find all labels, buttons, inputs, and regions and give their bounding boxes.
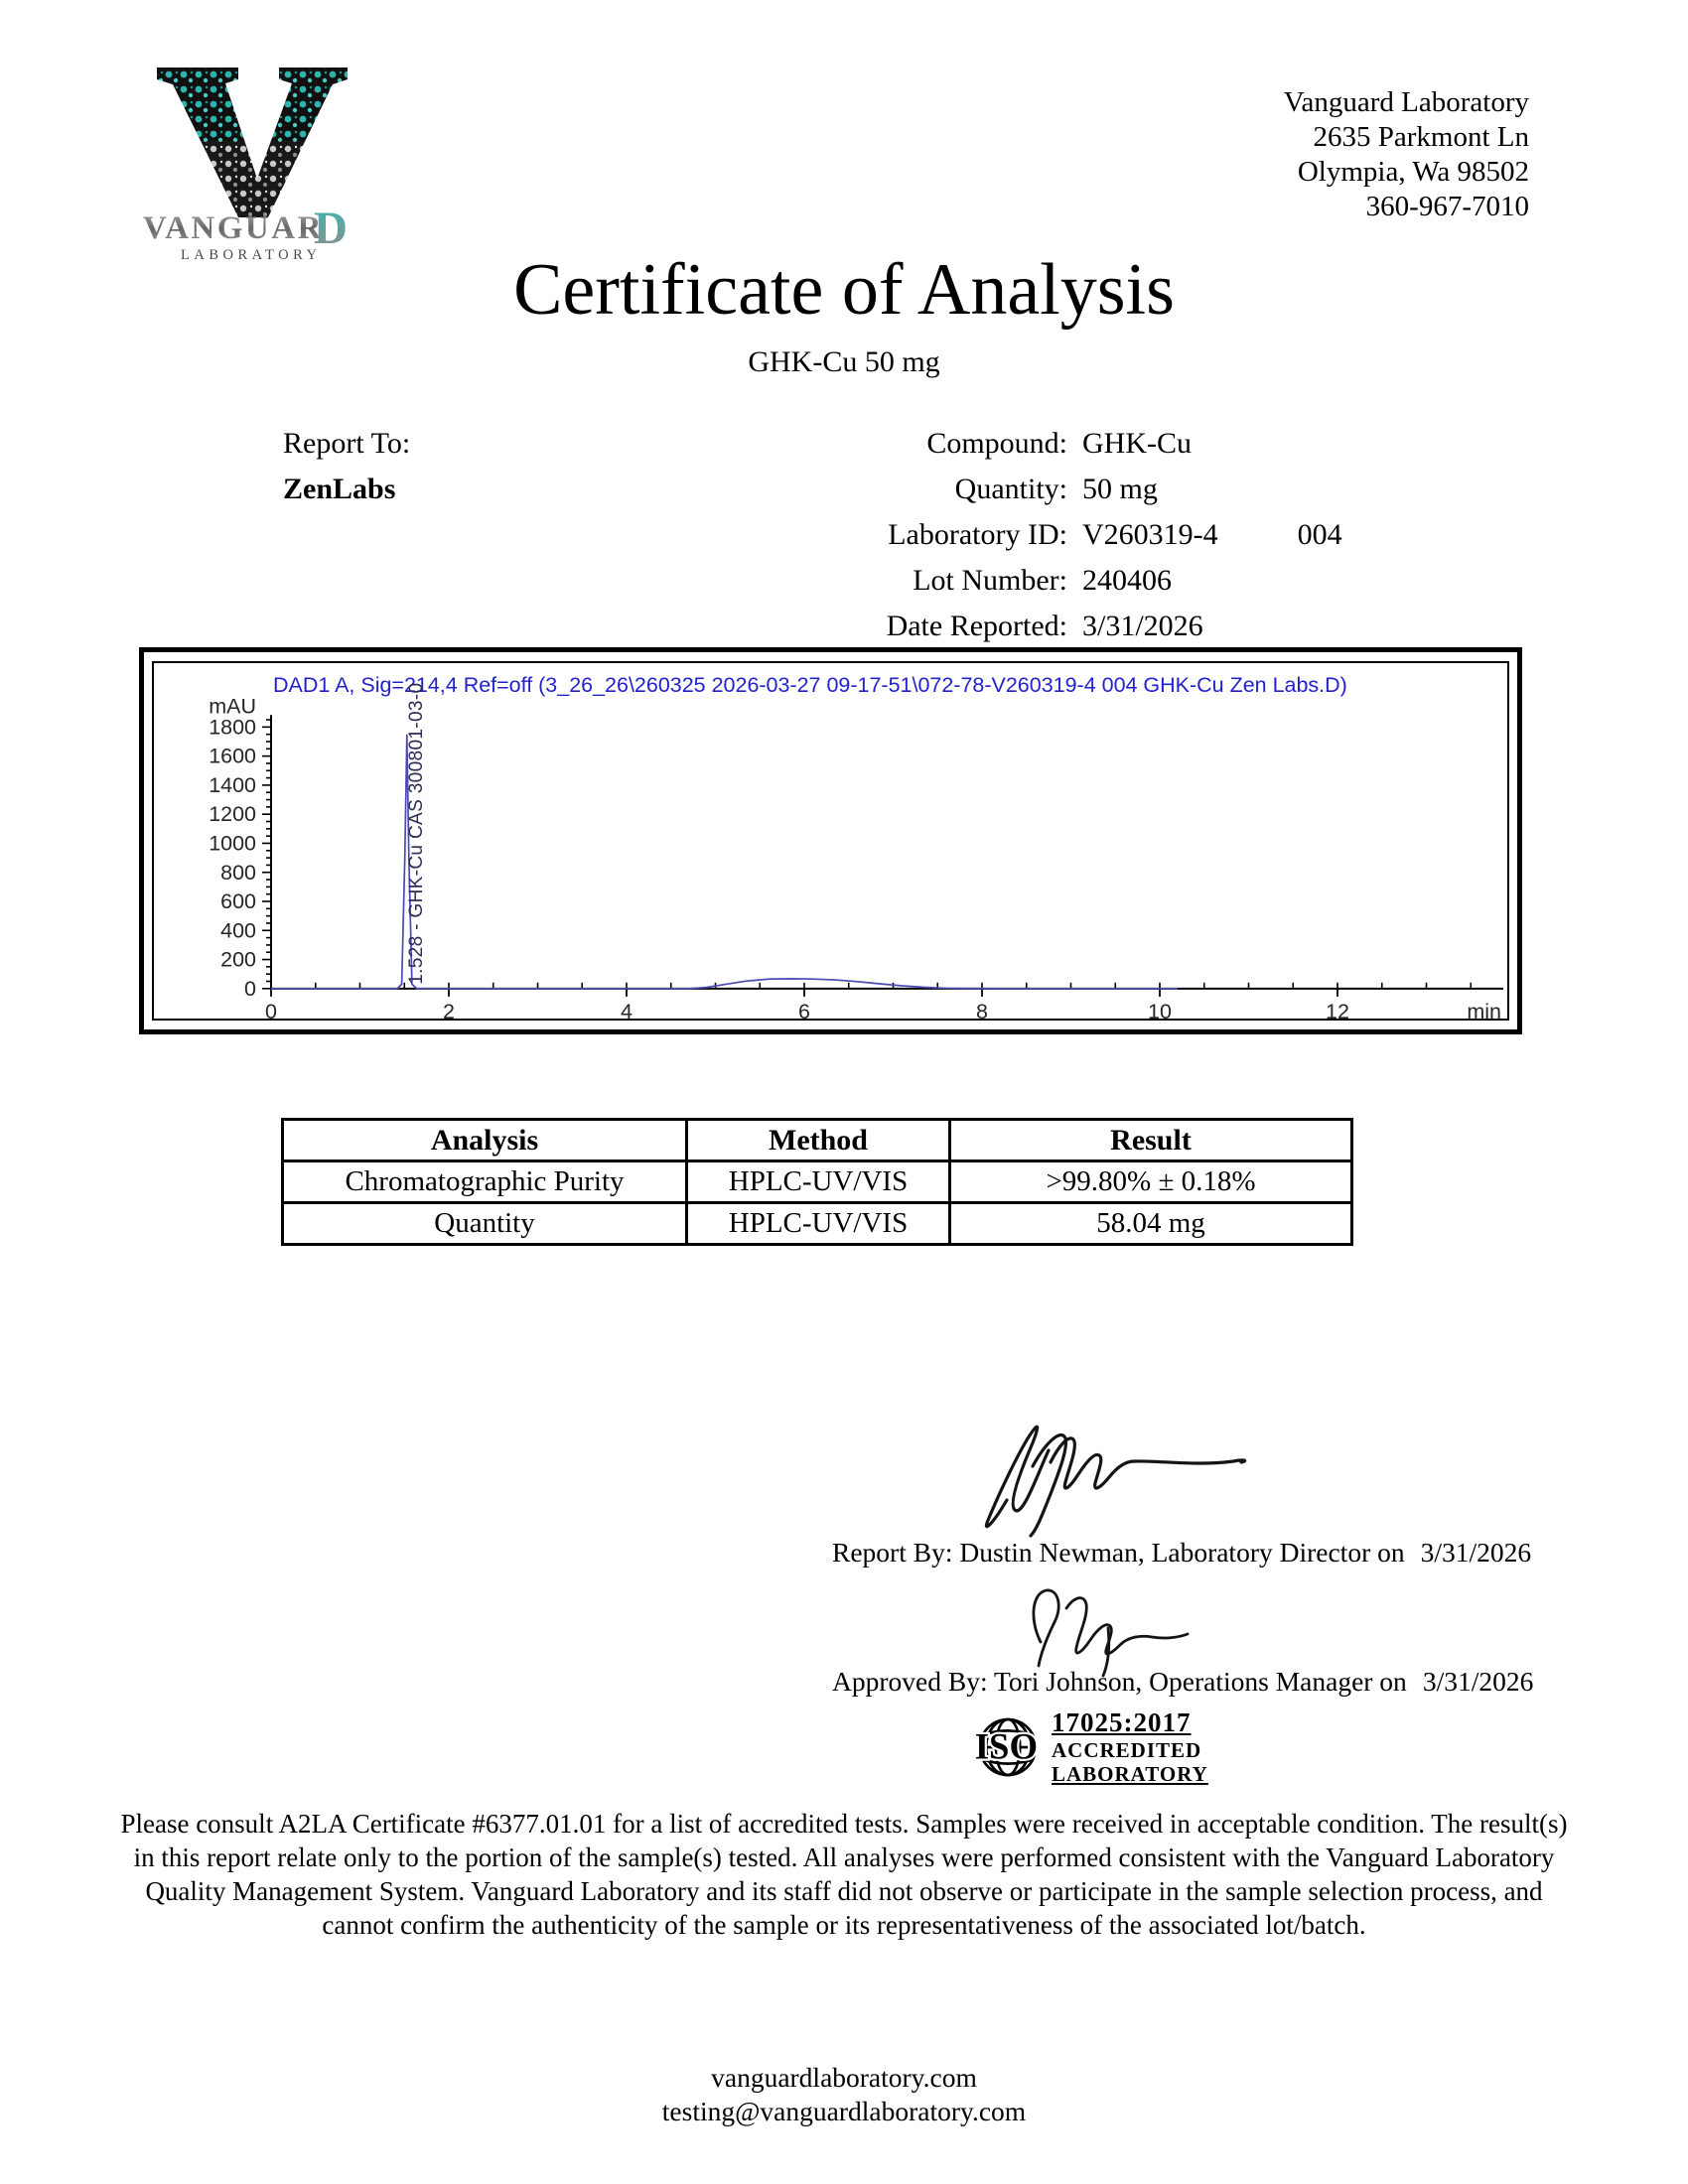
- iso-laboratory: LABORATORY: [1052, 1762, 1208, 1786]
- svg-text:mAU: mAU: [209, 693, 256, 719]
- col-header-result: Result: [950, 1120, 1352, 1161]
- cell-result: 58.04 mg: [950, 1203, 1352, 1245]
- svg-text:1600: 1600: [209, 743, 256, 768]
- info-row-date-reported: [616, 604, 1342, 649]
- report-to-name: ZenLabs: [283, 473, 396, 505]
- svg-text:200: 200: [220, 946, 256, 972]
- approved-by-date: 3/31/2026: [1422, 1666, 1534, 1697]
- info-row-quantity: [616, 467, 1342, 512]
- logo-subtext: LABORATORY: [181, 247, 322, 263]
- iso-globe-icon: [973, 1712, 1043, 1782]
- svg-text:min: min: [1467, 998, 1501, 1019]
- lab-name: Vanguard Laboratory: [1283, 86, 1529, 118]
- info-label: Date Reported:: [886, 610, 1067, 642]
- col-header-analysis: Analysis: [283, 1120, 687, 1161]
- iso-text-block: [1052, 1709, 1208, 1785]
- approved-by-text: Approved By: Tori Johnson, Operations Manager on: [832, 1666, 1407, 1697]
- report-to-block: [283, 421, 410, 512]
- svg-text:800: 800: [220, 859, 256, 885]
- chromatogram-chart: [154, 663, 1507, 1019]
- report-by-line: [832, 1537, 1531, 1569]
- results-header-row: [283, 1120, 1352, 1161]
- svg-text:1000: 1000: [209, 830, 256, 856]
- info-value: GHK-Cu: [1082, 427, 1192, 460]
- footer-block: [0, 2061, 1688, 2128]
- info-row-laboratory-id: [616, 512, 1342, 558]
- table-row-quantity: [283, 1203, 1352, 1245]
- report-by-date: 3/31/2026: [1420, 1537, 1532, 1568]
- svg-text:2: 2: [443, 998, 455, 1019]
- report-by-signature: [973, 1405, 1261, 1544]
- cell-result: >99.80% ± 0.18%: [950, 1161, 1352, 1203]
- info-value-secondary: 004: [1297, 518, 1342, 551]
- info-row-lot-number: [616, 558, 1342, 604]
- info-label: Compound:: [926, 427, 1067, 460]
- lab-city: Olympia, Wa 98502: [1297, 156, 1529, 188]
- svg-text:400: 400: [220, 917, 256, 943]
- cell-method: HPLC-UV/VIS: [687, 1161, 950, 1203]
- svg-text:600: 600: [220, 887, 256, 914]
- svg-text:6: 6: [798, 998, 810, 1019]
- iso-accreditation-block: [973, 1709, 1208, 1785]
- iso-globe-text: ISO: [974, 1725, 1039, 1767]
- svg-text:1200: 1200: [209, 801, 256, 827]
- info-value: 240406: [1082, 564, 1172, 597]
- report-to-label: Report To:: [283, 427, 411, 460]
- table-row-purity: [283, 1161, 1352, 1203]
- lab-address-block: [1284, 85, 1529, 224]
- info-row-compound: [616, 421, 1342, 467]
- page-subtitle: GHK-Cu 50 mg: [748, 345, 940, 378]
- col-header-method: Method: [687, 1120, 950, 1161]
- iso-standard: 17025:2017: [1052, 1707, 1192, 1737]
- logo-wordmark: VANGUAR: [143, 210, 324, 246]
- report-by-text: Report By: Dustin Newman, Laboratory Director on: [832, 1537, 1405, 1568]
- svg-text:4: 4: [621, 998, 633, 1019]
- chromatogram-plot-area: [152, 661, 1509, 1021]
- info-value: 3/31/2026: [1082, 610, 1203, 642]
- approved-by-signature: [1003, 1580, 1226, 1680]
- chromatogram-frame: [139, 647, 1522, 1034]
- iso-accredited: ACCREDITED: [1052, 1738, 1202, 1762]
- cell-analysis: Chromatographic Purity: [283, 1161, 687, 1203]
- svg-text:1.528 - GHK-Cu CAS 300801-03-0: 1.528 - GHK-Cu CAS 300801-03-0: [405, 682, 427, 985]
- info-label: Quantity:: [954, 473, 1067, 505]
- svg-text:10: 10: [1148, 998, 1172, 1019]
- vanguard-logo: [135, 56, 371, 272]
- results-table: [281, 1118, 1353, 1246]
- cell-analysis: Quantity: [283, 1203, 687, 1245]
- svg-text:DAD1 A, Sig=214,4 Ref=off (3_2: DAD1 A, Sig=214,4 Ref=off (3_26_26\260325 2026-03-27 09-17-51\072-78-V260319-4 004 GHK-Cu Zen Labs.D): [273, 672, 1347, 698]
- cell-method: HPLC-UV/VIS: [687, 1203, 950, 1245]
- svg-text:1800: 1800: [209, 714, 256, 740]
- logo-wordmark-d: D: [314, 203, 348, 254]
- lab-street: 2635 Parkmont Ln: [1313, 121, 1529, 153]
- info-label: Laboratory ID:: [888, 518, 1067, 551]
- logo-v-icon: [145, 60, 358, 220]
- footer-email: testing@vanguardlaboratory.com: [661, 2096, 1027, 2126]
- footer-website: vanguardlaboratory.com: [711, 2062, 977, 2093]
- info-value: V260319-4: [1082, 518, 1218, 551]
- svg-text:12: 12: [1326, 998, 1349, 1019]
- sample-info-block: [616, 421, 1342, 649]
- approved-by-line: [832, 1666, 1533, 1698]
- info-value: 50 mg: [1082, 473, 1158, 505]
- svg-text:0: 0: [265, 998, 277, 1019]
- svg-text:8: 8: [976, 998, 988, 1019]
- lab-phone: 360-967-7010: [1365, 191, 1529, 222]
- info-label: Lot Number:: [913, 564, 1067, 597]
- svg-text:0: 0: [244, 975, 256, 1001]
- disclaimer-text: Please consult A2LA Certificate #6377.01.01 for a list of accredited tests. Samples were received in acceptable condition. The result(s) in this report relate only to the portion of the sample(s) tested. All analyses were performed consistent with the Vanguard Laboratory Quality Management System. Vanguard Laboratory and its staff did not observe or participate in the sample selection process, and cannot confirm the authenticity of the sample or its representativeness of the associated lot/batch.: [120, 1809, 1568, 1940]
- svg-text:1400: 1400: [209, 771, 256, 797]
- page-title: Certificate of Analysis: [513, 249, 1175, 331]
